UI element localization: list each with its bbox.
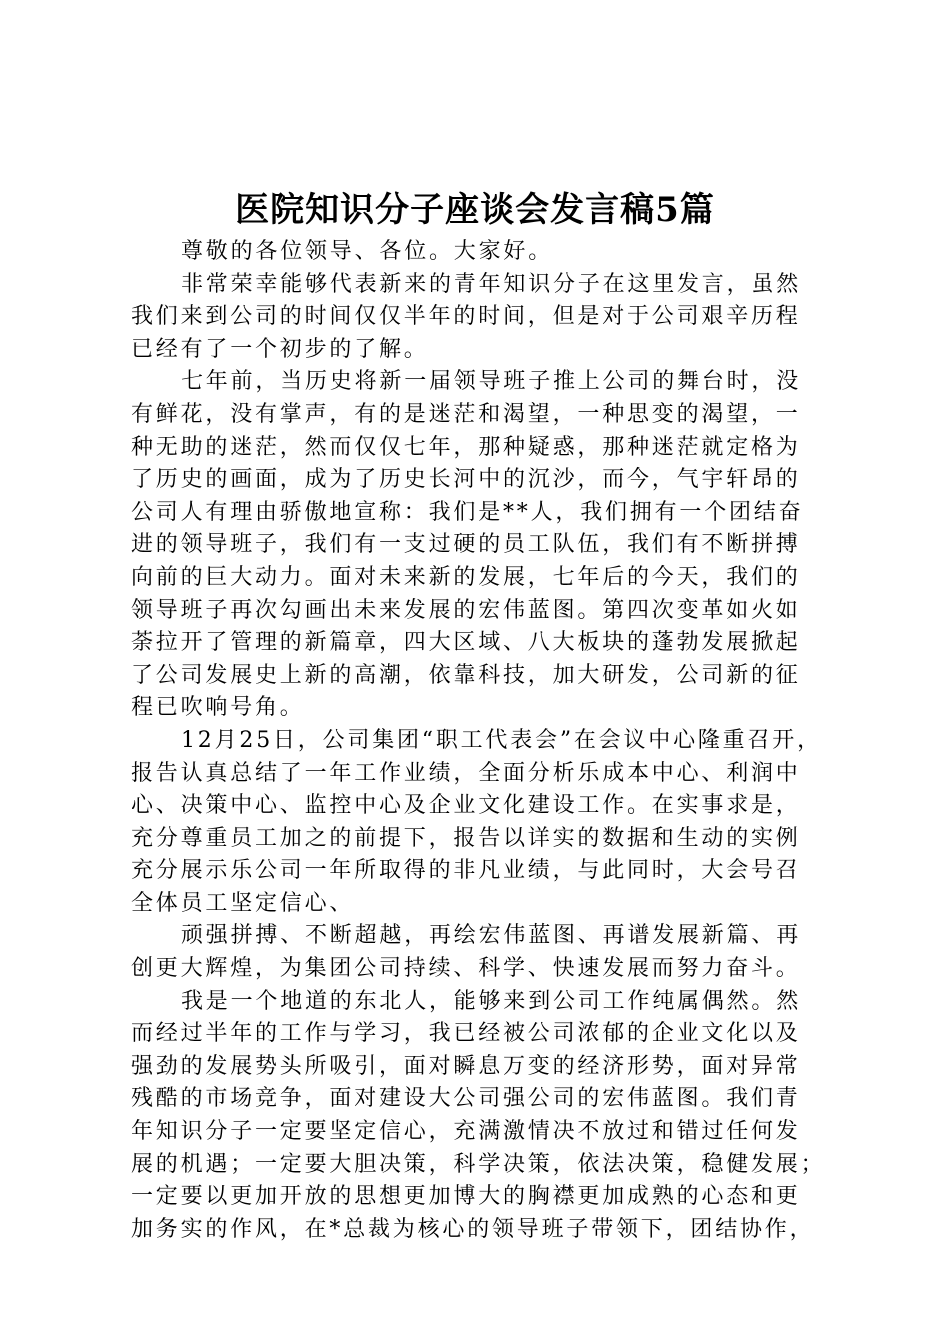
body-line: 12月25日，公司集团“职工代表会”在会议中心隆重召开， [181,727,822,753]
body-line: 报告认真总结了一年工作业绩，全面分析乐成本中心、利润中 [131,760,801,786]
body-line: 了公司发展史上新的高潮，依靠科技，加大研发，公司新的征 [131,662,801,688]
body-line: 残酷的市场竞争，面对建设大公司强公司的宏伟蓝图。我们青 [131,1086,801,1112]
body-line: 强劲的发展势头所吸引，面对瞬息万变的经济形势，面对异常 [131,1053,801,1079]
body-line: 进的领导班子，我们有一支过硬的员工队伍，我们有不断拼搏 [131,532,801,558]
body-line: 创更大辉煌，为集团公司持续、科学、快速发展而努力奋斗。 [131,956,801,982]
body-line: 我们来到公司的时间仅仅半年的时间，但是对于公司艰辛历程 [131,304,801,330]
body-line: 充分展示乐公司一年所取得的非凡业绩，与此同时，大会号召 [131,858,801,884]
body-line: 领导班子再次勾画出未来发展的宏伟蓝图。第四次变革如火如 [131,597,801,623]
body-line: 展的机遇；一定要大胆决策，科学决策，依法决策，稳健发展； [131,1151,826,1177]
body-line: 一定要以更加开放的思想更加博大的胸襟更加成熟的心态和更 [131,1184,801,1210]
body-line: 我是一个地道的东北人，能够来到公司工作纯属偶然。然 [181,988,802,1014]
body-line: 荼拉开了管理的新篇章，四大区域、八大板块的蓬勃发展掀起 [131,630,801,656]
body-line: 年知识分子一定要坚定信心，充满激情决不放过和错过任何发 [131,1119,801,1145]
body-line: 公司人有理由骄傲地宣称：我们是**人，我们拥有一个团结奋 [131,499,804,525]
body-line: 尊敬的各位领导、各位。大家好。 [181,239,554,264]
document-body [131,236,831,1246]
body-line: 种无助的迷茫，然而仅仅七年，那种疑惑，那种迷茫就定格为 [131,434,801,460]
body-line: 心、决策中心、监控中心及企业文化建设工作。在实事求是， [131,793,801,819]
body-line: 向前的巨大动力。面对未来新的发展，七年后的今天，我们的 [131,564,801,590]
body-line: 顽强拼搏、不断超越，再绘宏伟蓝图、再谱发展新篇、再 [181,923,802,949]
body-line: 充分尊重员工加之的前提下，报告以详实的数据和生动的实例 [131,825,801,851]
body-line: 非常荣幸能够代表新来的青年知识分子在这里发言，虽然 [181,271,802,297]
body-line: 了历史的画面，成为了历史长河中的沉沙，而今，气宇轩昂的 [131,467,801,493]
document-title: 医院知识分子座谈会发言稿5篇 [235,190,715,230]
body-line: 全体员工坚定信心、 [131,890,355,916]
body-line: 程已吹响号角。 [131,695,305,721]
body-line: 有鲜花，没有掌声，有的是迷茫和渴望，一种思变的渴望，一 [131,401,801,427]
body-line: 已经有了一个初步的了解。 [131,336,429,362]
body-line: 七年前，当历史将新一届领导班子推上公司的舞台时，没 [181,369,802,395]
body-line: 加务实的作风，在*总裁为核心的领导班子带领下，团结协作， [131,1216,815,1242]
body-line: 而经过半年的工作与学习，我已经被公司浓郁的企业文化以及 [131,1021,801,1047]
